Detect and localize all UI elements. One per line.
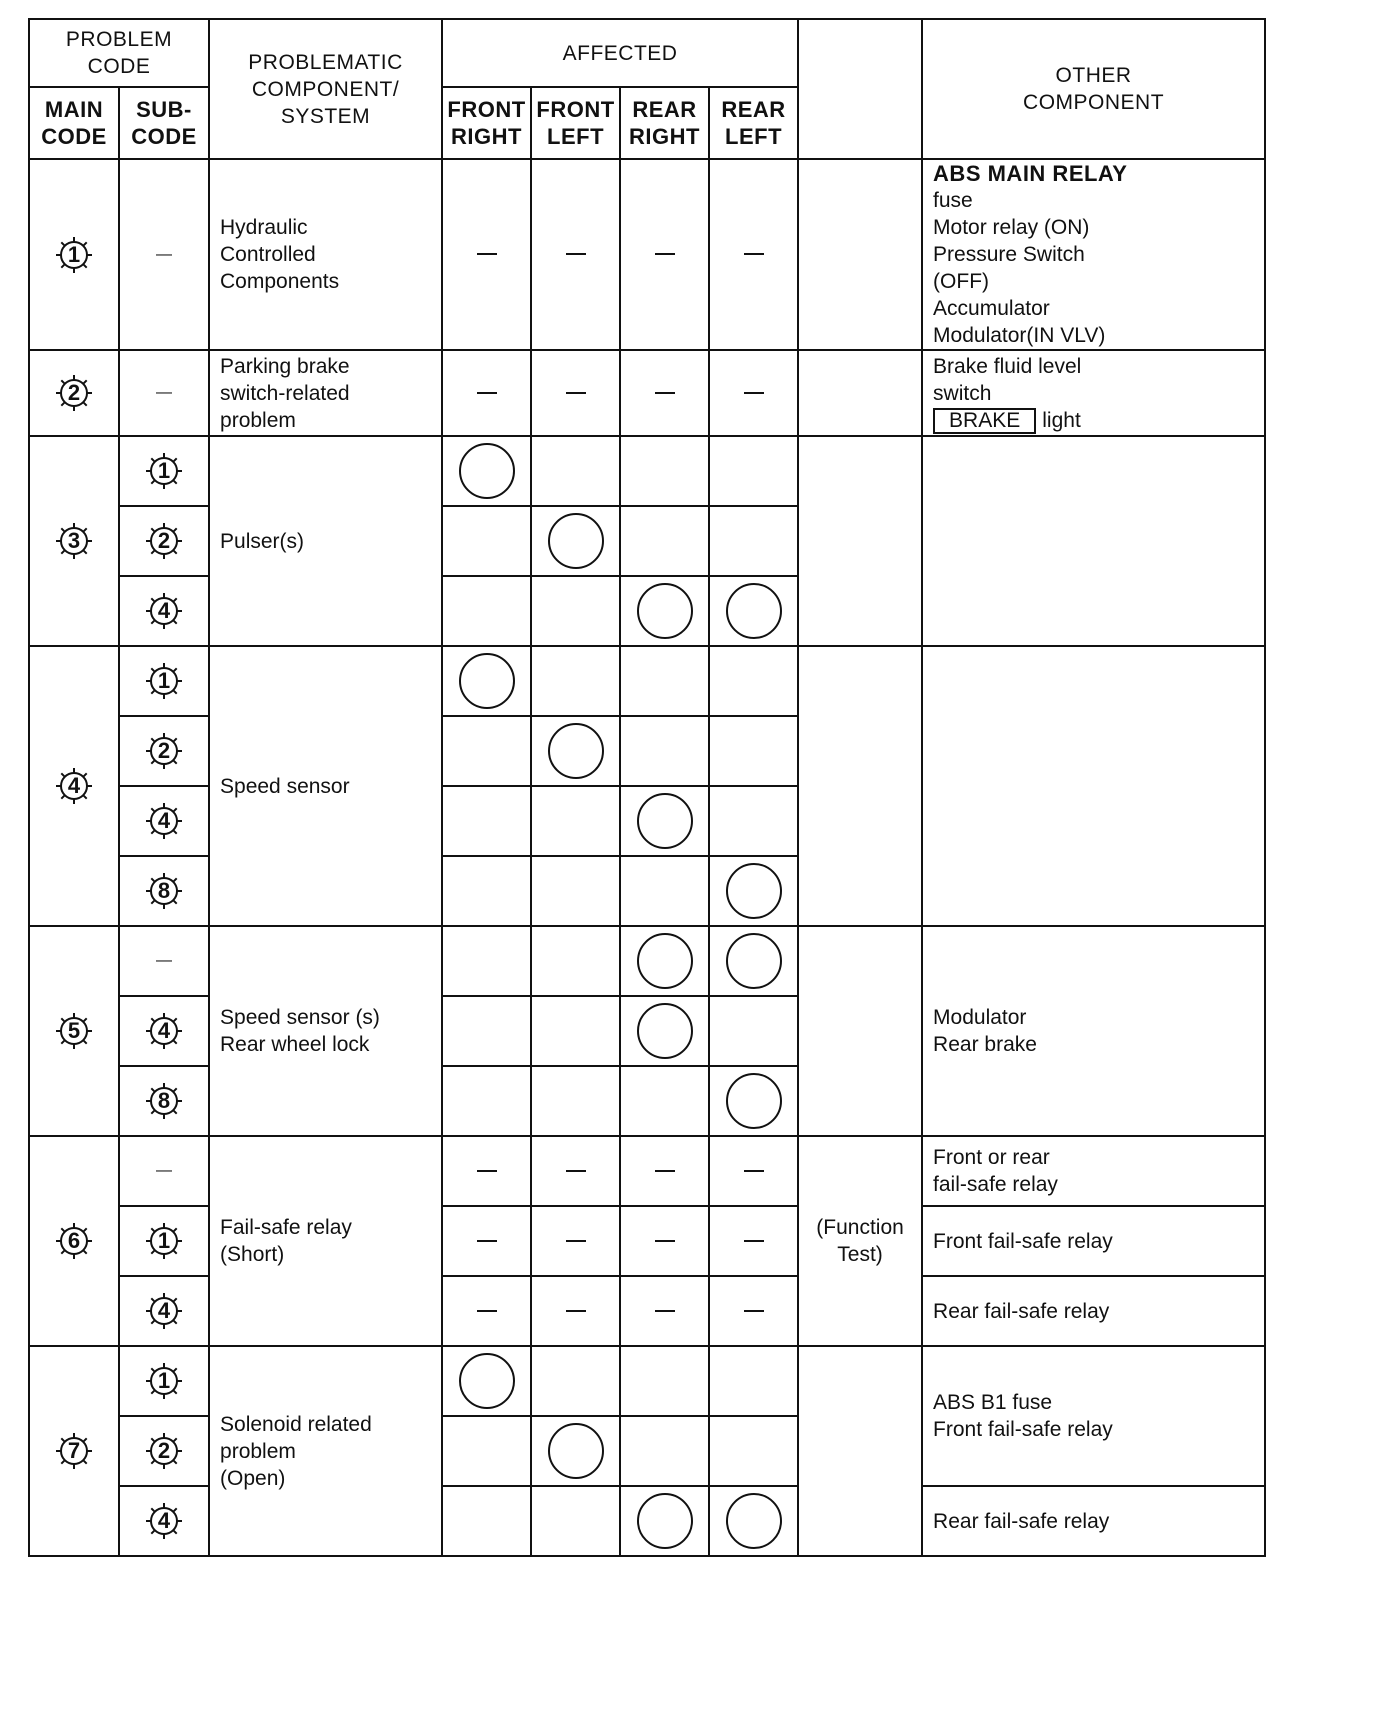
component-header: PROBLEMATIC COMPONENT/ SYSTEM (209, 19, 442, 159)
affected-front-left-cell (531, 1206, 620, 1276)
affected-front-right-cell (442, 159, 531, 350)
affected-rear-right-cell (620, 576, 709, 646)
circle-mark-icon (637, 1003, 693, 1059)
other-component-cell: Rear fail-safe relay (922, 1276, 1265, 1346)
front-right-header: FRONT RIGHT (442, 87, 531, 159)
sub-code-cell (119, 1276, 209, 1346)
main-code-cell (29, 646, 119, 926)
main-code-cell (29, 350, 119, 436)
sub-code-icon-label: 1 (157, 1228, 171, 1253)
affected-rear-right-cell (620, 1346, 709, 1416)
affected-front-left-cell (531, 350, 620, 436)
other-component-cell (922, 436, 1265, 646)
affected-front-left-cell (531, 1416, 620, 1486)
dash-icon (566, 1170, 586, 1172)
affected-front-right-cell (442, 1486, 531, 1556)
affected-rear-left-cell (709, 786, 798, 856)
function-test-cell (798, 350, 922, 436)
main-code-icon (54, 235, 94, 275)
sub-code-cell (119, 1136, 209, 1206)
sub-code-cell (119, 996, 209, 1066)
circle-mark-icon (548, 1423, 604, 1479)
table-row (29, 436, 1265, 506)
affected-rear-right-cell (620, 1416, 709, 1486)
affected-rear-left-cell (709, 159, 798, 350)
circle-mark-icon (637, 1493, 693, 1549)
dash-icon (566, 392, 586, 394)
dash-icon (655, 1170, 675, 1172)
affected-front-right-cell (442, 1416, 531, 1486)
other-component-text: fuse Motor relay (ON) Pressure Switch (OFF) Accumulator Modulator(IN VLV) (933, 189, 1106, 347)
affected-front-right-cell (442, 506, 531, 576)
main-code-icon (54, 766, 94, 806)
affected-rear-left-cell (709, 926, 798, 996)
other-component-cell (922, 926, 1265, 1136)
main-code-icon (54, 1221, 94, 1261)
main-code-icon (54, 373, 94, 413)
circle-mark-icon (726, 863, 782, 919)
sub-code-cell (119, 646, 209, 716)
main-code-cell (29, 436, 119, 646)
sub-code-icon-label: 4 (157, 598, 171, 623)
sub-code-dash: — (156, 384, 172, 401)
main-code-icon-label: 3 (67, 528, 81, 553)
affected-front-left-cell (531, 996, 620, 1066)
affected-rear-right-cell (620, 996, 709, 1066)
main-code-icon-label: 4 (67, 773, 81, 798)
sub-code-cell (119, 1066, 209, 1136)
affected-front-right-cell (442, 1206, 531, 1276)
dash-icon (477, 1310, 497, 1312)
affected-rear-left-cell (709, 996, 798, 1066)
component-cell: Speed sensor (s) Rear wheel lock (209, 926, 442, 1136)
sub-code-cell (119, 436, 209, 506)
table-row (29, 1346, 1265, 1416)
dash-icon (477, 392, 497, 394)
sub-code-cell (119, 1206, 209, 1276)
dash-icon (744, 1310, 764, 1312)
main-code-icon (54, 1431, 94, 1471)
table-row (29, 926, 1265, 996)
dash-icon (744, 1240, 764, 1242)
affected-front-right-cell (442, 786, 531, 856)
affected-front-right-cell (442, 1346, 531, 1416)
main-code-cell (29, 1346, 119, 1556)
sub-code-icon (144, 521, 184, 561)
sub-code-icon (144, 451, 184, 491)
sub-code-icon-label: 1 (157, 458, 171, 483)
sub-code-cell (119, 1346, 209, 1416)
function-test-cell (798, 926, 922, 1136)
sub-code-dash: — (156, 1162, 172, 1179)
circle-mark-icon (459, 443, 515, 499)
dash-icon (744, 1170, 764, 1172)
sub-code-icon (144, 591, 184, 631)
other-component-cell: ABS B1 fuse Front fail-safe relay (922, 1346, 1265, 1486)
affected-rear-right-cell (620, 1066, 709, 1136)
sub-code-cell (119, 350, 209, 436)
sub-code-icon-label: 4 (157, 1298, 171, 1323)
affected-front-left-cell (531, 646, 620, 716)
affected-rear-left-cell (709, 1486, 798, 1556)
affected-rear-right-cell (620, 646, 709, 716)
affected-rear-left-cell (709, 856, 798, 926)
problem-code-table-sheet (28, 18, 1264, 1704)
sub-code-dash: — (156, 952, 172, 969)
sub-code-icon-label: 4 (157, 808, 171, 833)
affected-rear-left-cell (709, 1346, 798, 1416)
other-component-text: Modulator Rear brake (933, 1006, 1037, 1056)
component-cell: Fail-safe relay (Short) (209, 1136, 442, 1346)
circle-mark-icon (726, 933, 782, 989)
main-code-cell (29, 159, 119, 350)
component-cell: Pulser(s) (209, 436, 442, 646)
affected-rear-left-cell (709, 1206, 798, 1276)
other-component-text: Brake fluid level switch (933, 354, 1082, 405)
sub-code-icon-label: 1 (157, 1368, 171, 1393)
affected-front-right-cell (442, 1136, 531, 1206)
rear-right-header: REAR RIGHT (620, 87, 709, 159)
circle-mark-icon (459, 1353, 515, 1409)
affected-front-left-cell (531, 1066, 620, 1136)
affected-rear-left-cell (709, 436, 798, 506)
other-component-cell: Front fail-safe relay (922, 1206, 1265, 1276)
affected-front-left-cell (531, 1136, 620, 1206)
main-code-icon-label: 7 (67, 1438, 81, 1463)
main-code-header: MAIN CODE (29, 87, 119, 159)
affected-front-right-cell (442, 646, 531, 716)
affected-rear-left-cell (709, 576, 798, 646)
circle-mark-icon (548, 723, 604, 779)
brake-light-suffix: light (1042, 408, 1081, 432)
affected-front-left-cell (531, 506, 620, 576)
dash-icon (566, 1240, 586, 1242)
sub-code-icon (144, 1011, 184, 1051)
affected-front-left-cell (531, 1276, 620, 1346)
component-cell: Speed sensor (209, 646, 442, 926)
function-test-cell: (Function Test) (798, 1136, 922, 1346)
affected-front-left-cell (531, 576, 620, 646)
other-component-header: OTHER COMPONENT (922, 19, 1265, 159)
problem-code-table (28, 18, 1266, 1557)
other-component-cell (922, 646, 1265, 926)
other-component-cell (922, 350, 1265, 436)
affected-front-right-cell (442, 350, 531, 436)
table-row (29, 350, 1265, 436)
sub-code-cell (119, 1416, 209, 1486)
affected-front-right-cell (442, 1066, 531, 1136)
component-cell: Hydraulic Controlled Components (209, 159, 442, 350)
sub-code-icon (144, 1081, 184, 1121)
main-code-cell (29, 926, 119, 1136)
sub-code-icon (144, 1291, 184, 1331)
sub-code-icon (144, 1221, 184, 1261)
sub-code-icon-label: 4 (157, 1018, 171, 1043)
front-left-header: FRONT LEFT (531, 87, 620, 159)
affected-rear-right-cell (620, 436, 709, 506)
problem-code-header: PROBLEM CODE (29, 19, 209, 87)
affected-rear-right-cell (620, 159, 709, 350)
sub-code-dash: — (156, 245, 172, 263)
function-test-cell (798, 646, 922, 926)
affected-front-right-cell (442, 856, 531, 926)
problem-code-rows (29, 159, 1265, 1556)
affected-header: AFFECTED (442, 19, 798, 87)
dash-icon (566, 253, 586, 255)
main-code-icon (54, 1011, 94, 1051)
circle-mark-icon (726, 1073, 782, 1129)
sub-code-cell (119, 506, 209, 576)
table-row (29, 159, 1265, 350)
component-cell: Parking brake switch-related problem (209, 350, 442, 436)
brake-light-line (933, 407, 1254, 434)
circle-mark-icon (637, 793, 693, 849)
blank-header (798, 19, 922, 159)
table-row (29, 1136, 1265, 1206)
circle-mark-icon (726, 1493, 782, 1549)
dash-icon (477, 1170, 497, 1172)
rear-left-header: REAR LEFT (709, 87, 798, 159)
brake-indicator-box: BRAKE (933, 408, 1036, 434)
main-code-icon (54, 521, 94, 561)
component-cell: Solenoid related problem (Open) (209, 1346, 442, 1556)
affected-rear-right-cell (620, 506, 709, 576)
dash-icon (744, 253, 764, 255)
affected-rear-left-cell (709, 1276, 798, 1346)
dash-icon (744, 392, 764, 394)
table-row (29, 646, 1265, 716)
sub-code-icon-label: 1 (157, 668, 171, 693)
main-code-icon-label: 2 (67, 380, 81, 405)
sub-code-cell (119, 856, 209, 926)
sub-code-icon (144, 731, 184, 771)
affected-front-left-cell (531, 1346, 620, 1416)
dash-icon (655, 253, 675, 255)
affected-rear-left-cell (709, 1416, 798, 1486)
circle-mark-icon (637, 933, 693, 989)
dash-icon (655, 1310, 675, 1312)
affected-rear-left-cell (709, 1066, 798, 1136)
affected-front-right-cell (442, 716, 531, 786)
affected-rear-right-cell (620, 1486, 709, 1556)
sub-code-cell (119, 159, 209, 350)
sub-code-icon-label: 8 (157, 878, 171, 903)
affected-rear-right-cell (620, 926, 709, 996)
affected-front-left-cell (531, 786, 620, 856)
sub-code-cell (119, 786, 209, 856)
affected-rear-right-cell (620, 1206, 709, 1276)
affected-front-right-cell (442, 1276, 531, 1346)
affected-rear-right-cell (620, 786, 709, 856)
sub-code-cell (119, 1486, 209, 1556)
sub-code-icon (144, 1361, 184, 1401)
affected-front-right-cell (442, 576, 531, 646)
other-component-cell: Front or rear fail-safe relay (922, 1136, 1265, 1206)
dash-icon (566, 1310, 586, 1312)
affected-rear-right-cell (620, 350, 709, 436)
affected-rear-left-cell (709, 1136, 798, 1206)
function-test-cell (798, 1346, 922, 1556)
sub-code-cell (119, 576, 209, 646)
main-code-icon-label: 5 (67, 1018, 81, 1043)
dash-icon (655, 1240, 675, 1242)
sub-code-icon-label: 8 (157, 1088, 171, 1113)
sub-code-icon (144, 1431, 184, 1471)
affected-rear-right-cell (620, 716, 709, 786)
affected-front-left-cell (531, 716, 620, 786)
sub-code-icon-label: 2 (157, 1438, 171, 1463)
other-component-title: ABS MAIN RELAY (933, 161, 1128, 186)
affected-rear-left-cell (709, 350, 798, 436)
sub-code-icon (144, 661, 184, 701)
circle-mark-icon (726, 583, 782, 639)
sub-code-cell (119, 926, 209, 996)
sub-code-cell (119, 716, 209, 786)
affected-rear-left-cell (709, 506, 798, 576)
dash-icon (477, 253, 497, 255)
affected-rear-left-cell (709, 646, 798, 716)
affected-front-left-cell (531, 856, 620, 926)
sub-code-icon (144, 871, 184, 911)
affected-rear-right-cell (620, 1136, 709, 1206)
main-code-cell (29, 1136, 119, 1346)
affected-front-left-cell (531, 159, 620, 350)
circle-mark-icon (637, 583, 693, 639)
affected-rear-left-cell (709, 716, 798, 786)
function-test-cell (798, 159, 922, 350)
affected-front-left-cell (531, 926, 620, 996)
dash-icon (655, 392, 675, 394)
affected-front-right-cell (442, 996, 531, 1066)
other-component-cell: Rear fail-safe relay (922, 1486, 1265, 1556)
affected-front-right-cell (442, 436, 531, 506)
sub-code-icon (144, 1501, 184, 1541)
main-code-icon-label: 1 (67, 241, 81, 267)
affected-front-left-cell (531, 1486, 620, 1556)
sub-code-icon-label: 2 (157, 528, 171, 553)
function-test-cell (798, 436, 922, 646)
affected-front-left-cell (531, 436, 620, 506)
sub-code-icon-label: 4 (157, 1508, 171, 1533)
main-code-icon-label: 6 (67, 1228, 81, 1253)
circle-mark-icon (459, 653, 515, 709)
circle-mark-icon (548, 513, 604, 569)
affected-rear-right-cell (620, 856, 709, 926)
sub-code-header: SUB- CODE (119, 87, 209, 159)
dash-icon (477, 1240, 497, 1242)
sub-code-icon-label: 2 (157, 738, 171, 763)
other-component-cell (922, 159, 1265, 350)
affected-front-right-cell (442, 926, 531, 996)
sub-code-icon (144, 801, 184, 841)
affected-rear-right-cell (620, 1276, 709, 1346)
